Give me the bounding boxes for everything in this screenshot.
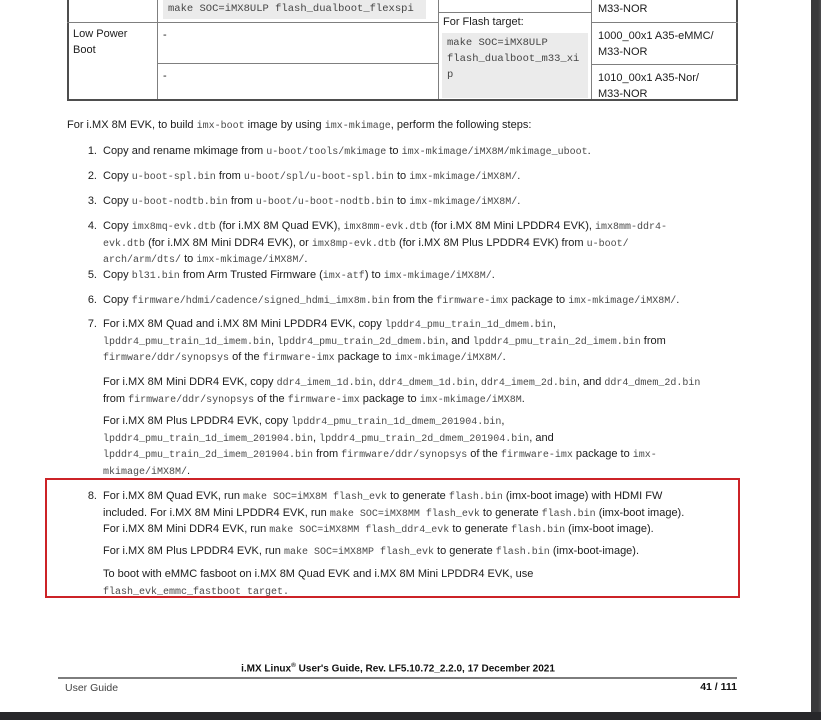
inline-code: imx-boot <box>196 121 245 132</box>
inline-code: make SOC=iMX8MM flash_ddr4_evk <box>269 525 450 536</box>
code-text: make SOC=iMX8ULP flash_dualboot_m33_xi p <box>447 37 580 81</box>
table-cell-boot-mode: M33-NOR <box>598 3 648 15</box>
body-text: , <box>271 334 278 347</box>
doc-block <box>67 292 743 309</box>
body-text: Copy <box>103 170 132 182</box>
body-text: package to <box>508 294 569 306</box>
body-text: to generate <box>479 506 542 519</box>
body-text: Copy <box>103 269 132 281</box>
inline-code: imx-mkimage/iMX8M/ <box>409 197 518 208</box>
doc-line <box>103 391 743 408</box>
inline-code: imx-mkimage/iMX8M/ <box>394 353 503 364</box>
step-number: 3. <box>87 195 97 207</box>
inline-code: lpddr4_pmu_train_1d_imem.bin <box>103 336 272 348</box>
inline-code: evk.dtb <box>103 238 146 250</box>
table-cell-dash: - <box>163 29 167 41</box>
inline-code: lpddr4_pmu_train_2d_dmem_201904.bin <box>319 433 530 445</box>
table-cell-flash-target-label: For Flash target: <box>443 16 524 28</box>
inline-code: ddr4_imem_2d.bin <box>480 378 577 389</box>
inline-code: imx8mm-ddr4- <box>595 222 668 233</box>
inline-code: lpddr4_pmu_train_1d_dmem_201904.bin <box>291 417 502 428</box>
doc-block <box>67 566 743 599</box>
body-text: Copy <box>103 195 132 207</box>
step-number: 6. <box>87 294 97 306</box>
doc-line <box>103 333 743 350</box>
inline-code: make SOC=iMX8MM flash_evk <box>329 508 480 520</box>
body-text: , <box>313 431 320 444</box>
inline-code: firmware-imx <box>500 450 573 461</box>
body-text: Copy <box>103 294 132 306</box>
body-text: , and <box>445 334 473 347</box>
body-text: from <box>103 392 129 405</box>
inline-code: ddr4_dmem_1d.bin <box>378 378 475 389</box>
body-text: to <box>181 253 197 265</box>
inline-code: u-boot-spl.bin <box>131 172 216 183</box>
inline-code: lpddr4_pmu_train_1d_imem_201904.bin <box>103 433 314 445</box>
doc-line <box>103 316 743 333</box>
body-text: (for i.MX 8M Mini DDR4 EVK), or <box>145 236 312 249</box>
body-text: , <box>552 318 556 330</box>
inline-code: imx-atf <box>322 271 365 282</box>
doc-line <box>103 413 743 430</box>
step-number: 5. <box>87 269 97 281</box>
body-text: package to <box>572 448 633 460</box>
body-text: from <box>640 334 666 347</box>
doc-block <box>67 218 743 268</box>
doc-block <box>67 143 743 160</box>
inline-code: ddr4_imem_1d.bin <box>276 378 373 389</box>
body-text: of the <box>229 351 263 363</box>
inline-code: imx-mkimage/iMX8M/ <box>383 271 492 282</box>
doc-line <box>103 218 743 235</box>
body-text: . <box>587 145 591 157</box>
inline-code: imx-mkimage/iMX8M/ <box>568 296 677 307</box>
inline-code: firmware-imx <box>262 353 335 364</box>
doc-line <box>103 505 743 522</box>
body-text: ) to <box>364 269 384 281</box>
inline-code: flash.bin <box>541 508 596 520</box>
body-text: included. For i.MX 8M Mini LPDDR4 EVK, run <box>103 506 330 519</box>
body-text: (for i.MX 8M Plus LPDDR4 EVK) from <box>395 236 587 249</box>
body-text: For i.MX 8M Quad EVK, run <box>103 490 243 502</box>
body-text: (for i.MX 8M Mini LPDDR4 EVK), <box>427 220 596 232</box>
doc-block <box>67 267 743 284</box>
body-text: , <box>372 376 379 388</box>
body-text: to <box>393 170 410 182</box>
doc-body <box>67 0 743 620</box>
table-cell-boot-mode: 1000_00x1 A35-eMMC/ M33-NOR <box>598 30 714 58</box>
body-text: (imx-boot-image). <box>549 545 640 557</box>
doc-line <box>103 583 743 600</box>
body-text: . <box>502 351 506 363</box>
inline-code: firmware/ddr/synopsys <box>128 394 255 406</box>
body-text: (imx-boot image) with HDMI FW <box>502 490 663 502</box>
doc-block <box>67 117 743 134</box>
body-text: For i.MX 8M Quad and i.MX 8M Mini LPDDR4 EVK, copy <box>103 318 385 330</box>
inline-code: u-boot/spl/u-boot-spl.bin <box>243 172 394 183</box>
body-text: . <box>187 464 191 477</box>
body-text: of the <box>254 392 288 405</box>
body-text: , and <box>576 376 605 388</box>
doc-line <box>103 488 743 505</box>
viewer-bottom-edge <box>0 712 821 720</box>
doc-line <box>103 168 743 185</box>
doc-block <box>67 316 743 366</box>
inline-code: lpddr4_pmu_train_2d_imem.bin <box>472 336 641 348</box>
body-text: . <box>517 170 521 182</box>
doc-line <box>103 374 743 391</box>
doc-line <box>103 446 743 463</box>
footer-title-text: i.MX Linux <box>241 663 292 675</box>
body-text: (imx-boot image). <box>565 523 654 535</box>
doc-line <box>103 235 743 252</box>
inline-code: lpddr4_pmu_train_1d_dmem.bin <box>384 320 553 331</box>
inline-code: arch/arm/dts/ <box>103 255 182 266</box>
body-text: , perform the following steps: <box>390 119 532 131</box>
body-text: to <box>393 195 410 207</box>
body-text: To boot with eMMC fasboot on i.MX 8M Quad EVK and i.MX 8M Mini LPDDR4 EVK, use <box>103 568 534 580</box>
inline-code: firmware/hdmi/cadence/signed_hdmi_imx8m.bin <box>131 296 390 307</box>
footer-page-number: 41 / 111 <box>700 681 737 693</box>
viewer-right-edge <box>811 0 821 720</box>
body-text: . <box>304 253 308 265</box>
inline-code: u-boot/ <box>586 238 629 250</box>
body-text: . <box>517 195 521 207</box>
step-number: 7. <box>87 318 97 330</box>
body-text: to generate <box>387 490 449 502</box>
inline-code: firmware-imx <box>287 394 360 406</box>
doc-line <box>103 292 743 309</box>
body-text: (imx-boot image). <box>595 506 685 519</box>
body-text: For i.MX 8M Plus LPDDR4 EVK, run <box>103 545 284 557</box>
inline-code: imx- <box>632 450 657 461</box>
body-text: . <box>676 294 680 306</box>
body-text: . <box>521 392 525 405</box>
inline-code: flash_evk_emmc_fastboot target. <box>103 586 290 598</box>
body-text: (for i.MX 8M Quad EVK), <box>215 220 344 232</box>
doc-line <box>103 463 743 480</box>
inline-code: imx8mp-evk.dtb <box>311 238 396 250</box>
doc-block <box>67 193 743 210</box>
body-text: from <box>215 170 244 182</box>
body-text: from <box>313 448 342 460</box>
inline-code: u-boot-nodtb.bin <box>131 197 228 208</box>
body-text: Copy <box>103 220 132 232</box>
doc-line <box>103 193 743 210</box>
doc-line <box>103 521 743 538</box>
code-text: make SOC=iMX8ULP flash_dualboot_flexspi <box>168 3 414 15</box>
inline-code: firmware/ddr/synopsys <box>341 450 468 461</box>
doc-block <box>67 168 743 185</box>
body-text: of the <box>467 448 501 460</box>
inline-code: mkimage/iMX8M/ <box>103 466 188 478</box>
body-text: package to <box>359 392 420 405</box>
body-text: from the <box>389 294 437 306</box>
step-number: 8. <box>87 490 97 502</box>
doc-line <box>103 251 743 268</box>
inline-code: bl31.bin <box>131 271 180 282</box>
body-text: . <box>491 269 495 281</box>
body-text: , <box>501 415 505 427</box>
inline-code: firmware/ddr/synopsys <box>103 353 230 364</box>
registered-mark: ® <box>291 662 296 669</box>
table-cell-dash: - <box>163 70 167 82</box>
body-text: from <box>227 195 256 207</box>
footer-rule <box>58 677 737 679</box>
doc-line <box>103 143 743 160</box>
inline-code: u-boot/u-boot-nodtb.bin <box>255 197 394 208</box>
inline-code: imx8mm-evk.dtb <box>343 222 428 233</box>
table-cell-boot-mode: 1010_00x1 A35-Nor/ M33-NOR <box>598 72 699 100</box>
body-text: , <box>474 376 481 388</box>
body-text: For i.MX 8M EVK, to build <box>67 119 197 131</box>
step-number: 1. <box>87 145 97 157</box>
footer-doc-title <box>58 662 738 674</box>
inline-code: imx8mq-evk.dtb <box>131 222 216 233</box>
body-text: to generate <box>433 545 496 557</box>
inline-code: make SOC=iMX8M flash_evk <box>243 492 388 503</box>
doc-line <box>103 543 743 560</box>
doc-block <box>67 488 743 538</box>
inline-code: imx-mkimage/iMX8M <box>419 394 522 406</box>
step-number: 4. <box>87 220 97 232</box>
doc-line <box>67 117 743 134</box>
body-text: to generate <box>449 523 512 535</box>
inline-code: ddr4_dmem_2d.bin <box>604 378 701 389</box>
inline-code: flash.bin <box>495 547 550 558</box>
doc-block <box>67 413 743 479</box>
body-text: For i.MX 8M Plus LPDDR4 EVK, copy <box>103 415 292 427</box>
footer-doc-type: User Guide <box>65 682 119 694</box>
footer-title-text: User's Guide, Rev. LF5.10.72_2.2.0, 17 December 2021 <box>295 663 555 675</box>
doc-line <box>103 267 743 284</box>
inline-code: imx-mkimage <box>324 121 391 132</box>
body-text: , and <box>529 431 554 444</box>
doc-line <box>103 349 743 366</box>
inline-code: flash.bin <box>448 492 503 503</box>
doc-block <box>67 374 743 407</box>
body-text: For i.MX 8M Mini DDR4 EVK, run <box>103 523 270 535</box>
inline-code: imx-mkimage/iMX8M/mkimage_uboot <box>401 147 588 158</box>
doc-line <box>103 566 743 583</box>
step-number: 2. <box>87 170 97 182</box>
inline-code: imx-mkimage/iMX8M/ <box>196 255 305 266</box>
body-text: Copy and rename mkimage from <box>103 145 267 157</box>
doc-line <box>103 430 743 447</box>
table-cell-row-label: Low Power Boot <box>73 28 128 56</box>
body-text: package to <box>334 351 395 363</box>
doc-block <box>67 543 743 560</box>
inline-code: lpddr4_pmu_train_2d_dmem.bin <box>277 336 446 348</box>
inline-code: flash.bin <box>511 525 566 536</box>
inline-code: u-boot/tools/mkimage <box>266 147 387 158</box>
body-text: from Arm Trusted Firmware ( <box>179 269 323 281</box>
body-text: image by using <box>244 119 325 131</box>
inline-code: make SOC=iMX8MP flash_evk <box>283 547 434 558</box>
inline-code: lpddr4_pmu_train_2d_imem_201904.bin <box>103 450 314 461</box>
inline-code: firmware-imx <box>436 296 509 307</box>
inline-code: imx-mkimage/iMX8M/ <box>409 172 518 183</box>
body-text: to <box>386 145 402 157</box>
body-text: For i.MX 8M Mini DDR4 EVK, copy <box>103 376 277 388</box>
